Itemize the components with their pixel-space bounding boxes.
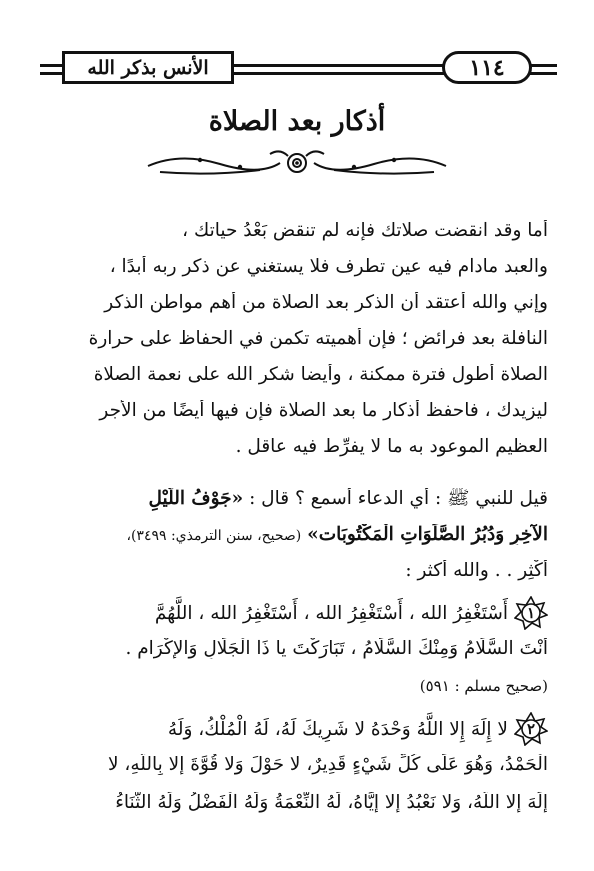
book-title: الأنس بذكر الله	[62, 51, 234, 84]
number-badge-icon	[514, 712, 548, 746]
intro-line: الصلاة أطول فترة ممكنة ، وأيضا شكر الله على نعمة الصلاة	[93, 364, 548, 385]
intro-line: ليزيدك ، فاحفظ أذكار ما بعد الصلاة فإن فيها أيضًا من الأجر	[99, 400, 548, 421]
section-title: أذكار بعد الصلاة	[208, 106, 386, 137]
dhikr-2-line-1	[40, 712, 548, 746]
intro-line: والعبد مادام فيه عين تطرف فلا يستغني عن ذكر ربه أبدًا ،	[109, 256, 548, 277]
page-header	[40, 48, 557, 94]
dhikr-number: ٢	[526, 720, 536, 738]
hadith-line-3: أَكْثِر . . والله أكثر :	[405, 560, 548, 581]
dhikr-text: لا إِلَهَ إِلا اللَّهُ وَحْدَهُ لا شَرِيكَ لَهُ، لَهُ الْمُلْكُ، وَلَهُ	[167, 718, 508, 740]
dhikr-number: ١	[526, 604, 536, 622]
intro-line: العظيم الموعود به ما لا يفرِّط فيه عاقل .	[235, 436, 548, 457]
dhikr-2-line-3: إِلَهَ إِلا اللَّهُ، وَلا نَعْبُدُ إِلا إِيَّاهُ، لَهُ النِّعْمَةُ وَلَهُ الْفَضْلُ وَلَهُ الثَّنَاءُ	[115, 792, 548, 813]
dhikr-1-line-1	[40, 596, 548, 630]
ornament-divider	[140, 146, 454, 180]
hadith-line-1	[40, 488, 548, 514]
intro-line: النافلة بعد فرائض ؛ فإن أهميته تكمن في الحفاظ على حرارة	[88, 328, 548, 349]
page-number: ١١٤	[442, 51, 532, 84]
dhikr-1-reference	[40, 675, 548, 696]
hadith-line-2	[40, 524, 548, 545]
dhikr-2-line-2: الْحَمْدُ، وَهُوَ عَلَى كُلِّ شَيْءٍ قَدِيرٌ، لا حَوْلَ وَلا قُوَّةَ إِلا بِاللَّهِ، لا	[107, 754, 548, 775]
intro-line: وإني والله أعتقد أن الذكر بعد الصلاة من أهم مواطن الذكر	[104, 292, 548, 313]
dhikr-reference: (صحيح مسلم : ٥٩١)	[419, 677, 548, 695]
intro-line: أما وقد انقضت صلاتك فإنه لم تنقضِ بَعْدُ حياتك ،	[182, 220, 548, 241]
hadith-quote-end: الآخِرِ وَدُبُرُ الصَّلَوَاتِ الْمَكْتُوبَات»	[307, 524, 548, 545]
hadith-quote-start: «جَوْفُ اللَّيْلِ	[148, 488, 244, 509]
number-badge-icon	[514, 596, 548, 630]
dhikr-text: أَسْتَغْفِرُ الله ، أَسْتَغْفِرُ الله ، أَسْتَغْفِرُ الله ، اللَّهُمَّ	[154, 602, 508, 624]
dhikr-1-line-2: أَنْتَ السَّلَامُ وَمِنْكَ السَّلَامُ ، تَبَارَكْتَ يا ذَا الْجَلَالِ وَالإِكْرَامِ .	[125, 638, 548, 659]
hadith-reference: (صحيح، سنن الترمذي: ٣٤٩٩)،	[126, 528, 302, 544]
hadith-prefix: قيل للنبي ﷺ : أي الدعاء أسمع ؟ قال :	[249, 488, 548, 509]
